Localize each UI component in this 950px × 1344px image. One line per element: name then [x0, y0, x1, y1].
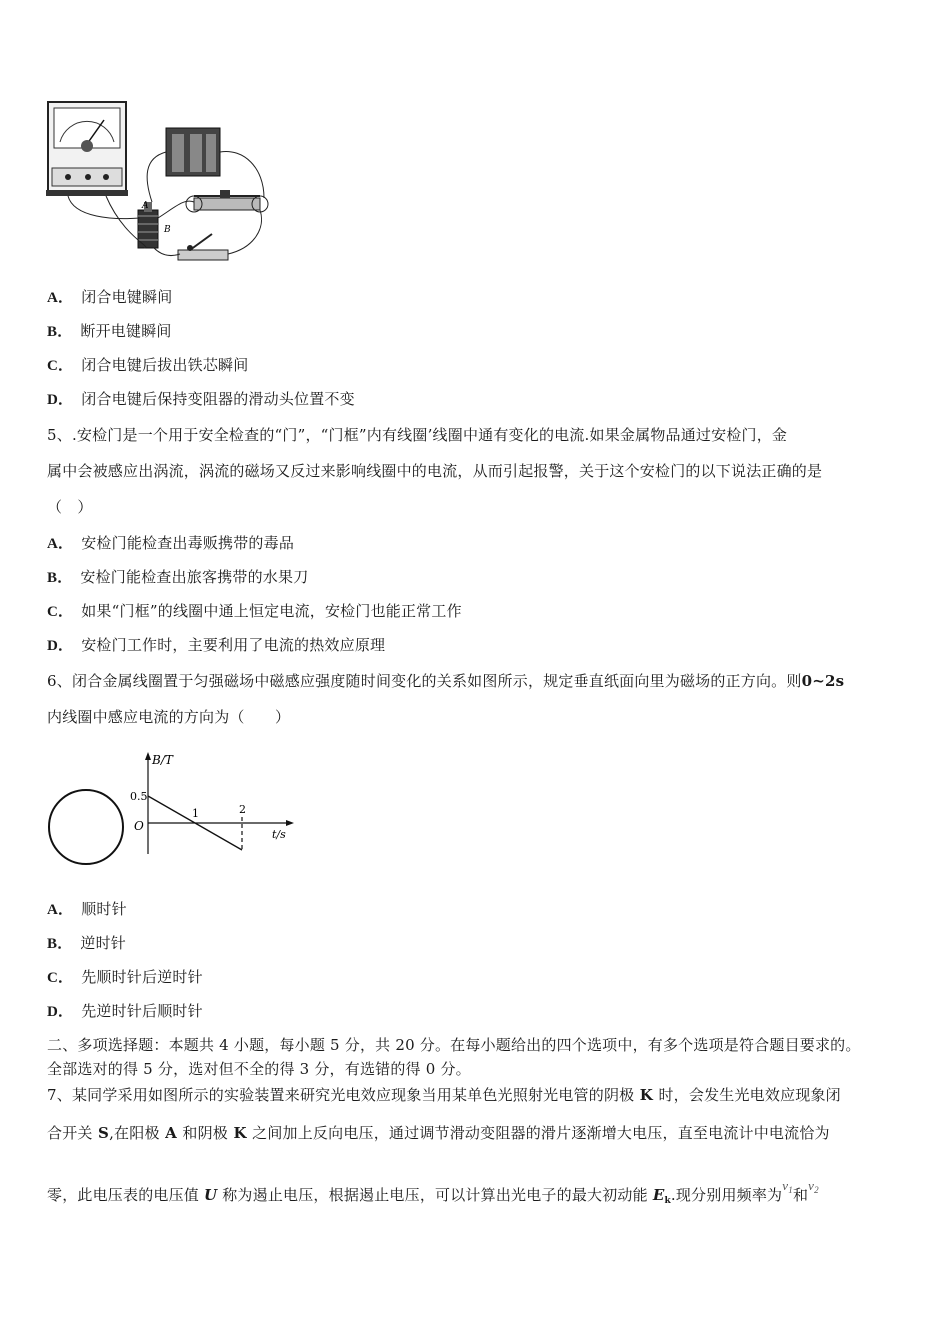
- q6-figure: [46, 750, 306, 870]
- q5-stem-line2: 属中会被感应出涡流，涡流的磁场又反过来影响线圈中的电流，从而引起报警，关于这个安检门的以下说法正确的是: [47, 462, 823, 480]
- label-b: B: [164, 225, 171, 235]
- coil-circle: [49, 790, 123, 864]
- q4-option-b: B． 断开电键瞬间: [47, 322, 172, 340]
- q5-option-a: A． 安检门能检查出毒贩携带的毒品: [47, 534, 295, 552]
- x-tick-1: 1: [192, 807, 199, 820]
- nu-sub-2: 2: [814, 1185, 819, 1195]
- q5-option-c: C． 如果“门框”的线圈中通上恒定电流，安检门也能正常工作: [47, 602, 462, 620]
- q4-option-d: D． 闭合电键后保持变阻器的滑动头位置不变: [47, 390, 355, 408]
- q6-option-c: C． 先顺时针后逆时针: [47, 968, 203, 986]
- q6-option-b: B． 逆时针: [47, 934, 127, 952]
- apparatus-figure: [44, 98, 284, 270]
- apparatus-drawing: [44, 98, 284, 270]
- q6-graph: [46, 750, 306, 870]
- y-tick-label: 0.5: [130, 790, 148, 803]
- q5-option-b: B． 安检门能检查出旅客携带的水果刀: [47, 568, 309, 586]
- section2-heading-line1: 二、多项选择题：本题共 4 小题，每小题 5 分，共 20 分。在每小题给出的四个选项中，有多个选项是符合题目要求的。: [47, 1036, 861, 1054]
- nu-symbol-1: ν: [782, 1178, 789, 1193]
- origin-label: O: [134, 819, 144, 833]
- q6-stem-line1: 6、闭合金属线圈置于匀强磁场中磁感应强度随时间变化的关系如图所示，规定垂直纸面向里为磁场的正方向。则0~2s: [47, 672, 845, 690]
- section2-heading-line2: 全部选对的得 5 分，选对但不全的得 3 分，有选错的得 0 分。: [47, 1060, 471, 1078]
- x-axis-label: t/s: [272, 828, 286, 841]
- x-axis-arrow: [286, 820, 294, 826]
- nu-symbol-2: ν: [808, 1178, 815, 1193]
- q4-option-c: C． 闭合电键后拔出铁芯瞬间: [47, 356, 249, 374]
- y-axis-arrow: [145, 752, 151, 760]
- nu-sub-1: 1: [788, 1185, 793, 1195]
- q6-option-d: D． 先逆时针后顺时针: [47, 1002, 203, 1020]
- q7-stem-line1: 7、某同学采用如图所示的实验装置来研究光电效应现象当用某单色光照射光电管的阴极 K 时，会发生光电效应现象闭: [47, 1086, 841, 1104]
- q4-option-a: A． 闭合电键瞬间: [47, 288, 173, 306]
- q5-stem-line3: （ ）: [47, 498, 93, 516]
- x-tick-2: 2: [239, 803, 246, 816]
- q5-stem-line1: 5、.安检门是一个用于安全检查的“门”，“门框”内有线圈’线圈中通有变化的电流.如果金属物品通过安检门，金: [47, 426, 788, 444]
- q5-option-d: D． 安检门工作时，主要利用了电流的热效应原理: [47, 636, 386, 654]
- q7-stem-line3: 零，此电压表的电压值 U 称为遏止电压，根据遏止电压，可以计算出光电子的最大初动能 $E_k$.现分别用频率为$\nu_1$和$\nu_2$: [47, 1178, 819, 1206]
- q6-option-a: A． 顺时针: [47, 900, 127, 918]
- q7-stem-line2: 合开关 S,在阳极 A 和阴极 K 之间加上反向电压，通过调节滑动变阻器的滑片逐渐增大电压，直至电流计中电流恰为: [47, 1124, 830, 1142]
- q6-stem-line2: 内线圈中感应电流的方向为（ ）: [47, 708, 291, 726]
- y-axis-label: B/T: [152, 753, 173, 767]
- label-a: A: [142, 201, 149, 211]
